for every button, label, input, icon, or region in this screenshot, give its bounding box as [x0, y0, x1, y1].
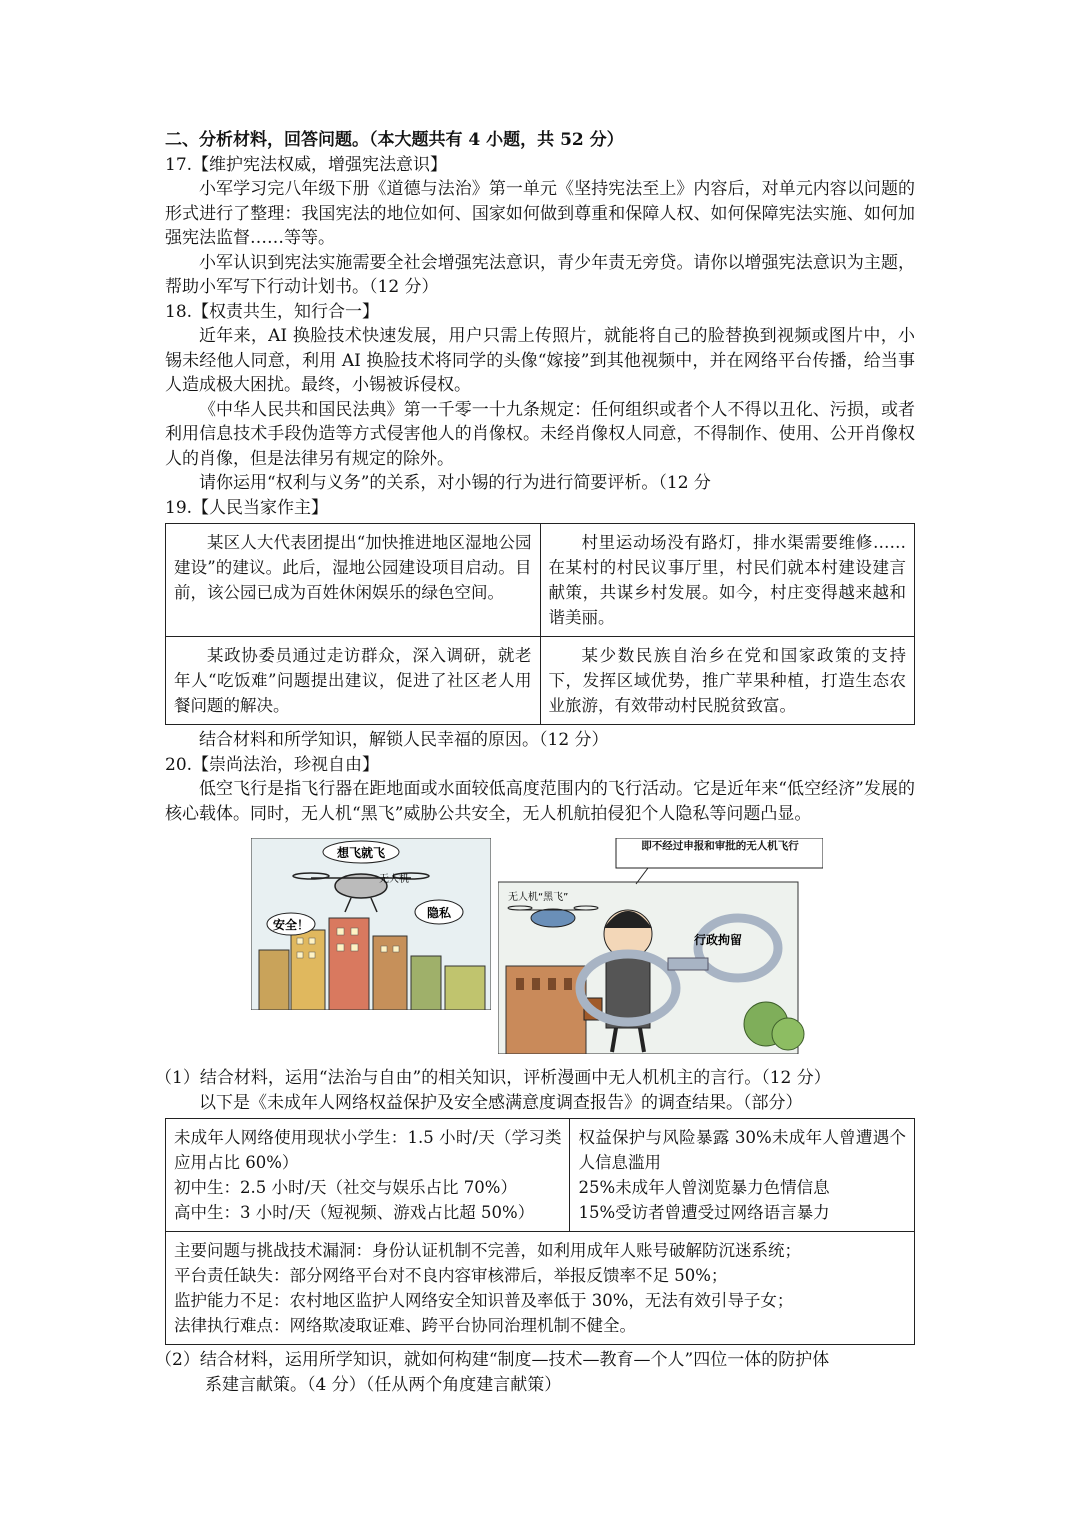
- cartoon2-detention-text: 行政拘留: [694, 933, 743, 947]
- survey-left-2: 初中生：2.5 小时/天（社交与娱乐占比 70%）: [174, 1178, 517, 1197]
- q19-material-1: 某区人大代表团提出“加快推进地区湿地公园建设”的建议。此后，湿地公园建设项目启动。目前，该公园已成为百姓休闲娱乐的绿色空间。: [174, 533, 532, 602]
- survey-left-3: 高中生：3 小时/天（短视频、游戏占比超 50%）: [174, 1203, 535, 1222]
- cartoon2-caption: 即不经过申报和审批的无人机飞行: [641, 840, 799, 852]
- survey-right-2: 25%未成年人曾浏览暴力色情信息: [578, 1178, 830, 1197]
- survey-table: [165, 1118, 915, 1345]
- q18-paragraph-2: 《中华人民共和国民法典》第一千零一十九条规定：任何组织或者个人不得以丑化、污损，或者利用信息技术手段伪造等方式侵害他人的肖像权。未经肖像权人同意，不得制作、使用、公开肖像权人的肖像，但是法律另有规定的除外。: [165, 399, 915, 469]
- q20-sub1: （1）结合材料，运用“法治与自由”的相关知识，评析漫画中无人机机主的言行。（12 分）: [155, 1068, 831, 1088]
- q19-question: 结合材料和所学知识，解锁人民幸福的原因。（12 分）: [199, 730, 609, 750]
- q17-title: 17.【维护宪法权威，增强宪法意识】: [165, 154, 448, 175]
- survey-bottom-4: 法律执行难点：网络欺凌取证难、跨平台协同治理机制不健全。: [174, 1316, 636, 1335]
- survey-bottom-2: 平台责任缺失：部分网络平台对不良内容审核滞后，举报反馈率不足 50%；: [174, 1266, 728, 1285]
- cartoon-area: [165, 832, 915, 1060]
- cartoon-drone-freedom: [251, 838, 491, 1010]
- q19-title: 19.【人民当家作主】: [165, 497, 329, 518]
- cartoon1-privacy-text: 隐私: [426, 906, 452, 920]
- q19-material-3: 某政协委员通过走访群众，深入调研，就老年人“吃饭难”问题提出建议，促进了社区老人用餐问题的解决。: [174, 646, 532, 715]
- survey-right-1: 权益保护与风险暴露 30%未成年人曾遭遇个人信息滥用: [578, 1128, 906, 1172]
- cartoon1-drone-label: 无人机: [379, 874, 409, 885]
- survey-left-1: 未成年人网络使用现状小学生：1.5 小时/天（学习类应用占比 60%）: [174, 1128, 562, 1172]
- q20-sub2: （2）结合材料，运用所学知识，就如何构建“制度—技术—教育—个人”四位一体的防护体: [155, 1350, 830, 1370]
- cartoon-drone-detention: [498, 838, 823, 1054]
- cartoon2-drone-label: 无人机“黑飞”: [508, 892, 569, 903]
- survey-bottom-3: 监护能力不足：农村地区监护人网络安全知识普及率低于 30%，无法有效引导子女；: [174, 1291, 794, 1310]
- q20-survey-intro: 以下是《未成年人网络权益保护及安全感满意度调查报告》的调查结果。（部分）: [199, 1092, 803, 1113]
- cartoon1-bubble-text: 想飞就飞: [336, 846, 386, 860]
- q17-paragraph-2: 小军认识到宪法实施需要全社会增强宪法意识，青少年责无旁贷。请你以增强宪法意识为主题，帮助小军写下行动计划书。（12 分）: [165, 252, 915, 297]
- q20-sub2-continued: 系建言献策。（4 分）（任从两个角度建言献策）: [205, 1374, 562, 1395]
- survey-bottom-1: 主要问题与挑战技术漏洞：身份认证机制不完善，如利用成年人账号破解防沉迷系统；: [174, 1241, 801, 1260]
- q17-paragraph-1: 小军学习完八年级下册《道德与法治》第一单元《坚持宪法至上》内容后，对单元内容以问题的形式进行了整理：我国宪法的地位如何、国家如何做到尊重和保障人权、如何保障宪法实施、如何加强宪法监督……等等。: [165, 179, 915, 248]
- q20-paragraph-1: 低空飞行是指飞行器在距地面或水面较低高度范围内的飞行活动。它是近年来“低空经济”发展的核心载体。同时，无人机“黑飞”威胁公共安全，无人机航拍侵犯个人隐私等问题凸显。: [165, 779, 915, 824]
- survey-right-3: 15%受访者曾遭受过网络语言暴力: [578, 1203, 830, 1222]
- q19-material-4: 某少数民族自治乡在党和国家政策的支持下，发挥区域优势，推广苹果种植，打造生态农业旅游，有效带动村民脱贫致富。: [548, 646, 906, 715]
- q20-title: 20.【崇尚法治，珍视自由】: [165, 754, 380, 775]
- q19-material-2: 村里运动场没有路灯，排水渠需要维修……在某村的村民议事厅里，村民们就本村建设建言献策，共谋乡村发展。如今，村庄变得越来越和谐美丽。: [548, 533, 906, 627]
- q18-title: 18.【权责共生，知行合一】: [165, 301, 380, 322]
- exam-page: [155, 128, 915, 1397]
- q18-question: 请你运用“权利与义务”的关系，对小锡的行为进行简要评析。（12 分: [199, 473, 711, 493]
- cartoon1-safety-text: 安全！: [272, 918, 310, 932]
- section-heading: 二、分析材料，回答问题。（本大题共有 4 小题，共 52 分）: [165, 130, 624, 150]
- q19-materials-table: [165, 523, 915, 725]
- q18-paragraph-1: 近年来，AI 换脸技术快速发展，用户只需上传照片，就能将自己的脸替换到视频或图片中，小锡未经他人同意，利用 AI 换脸技术将同学的头像“嫁接”到其他视频中，并在网络平台传播，给当事人造成极大困扰。最终，小锡被诉侵权。: [165, 326, 915, 395]
